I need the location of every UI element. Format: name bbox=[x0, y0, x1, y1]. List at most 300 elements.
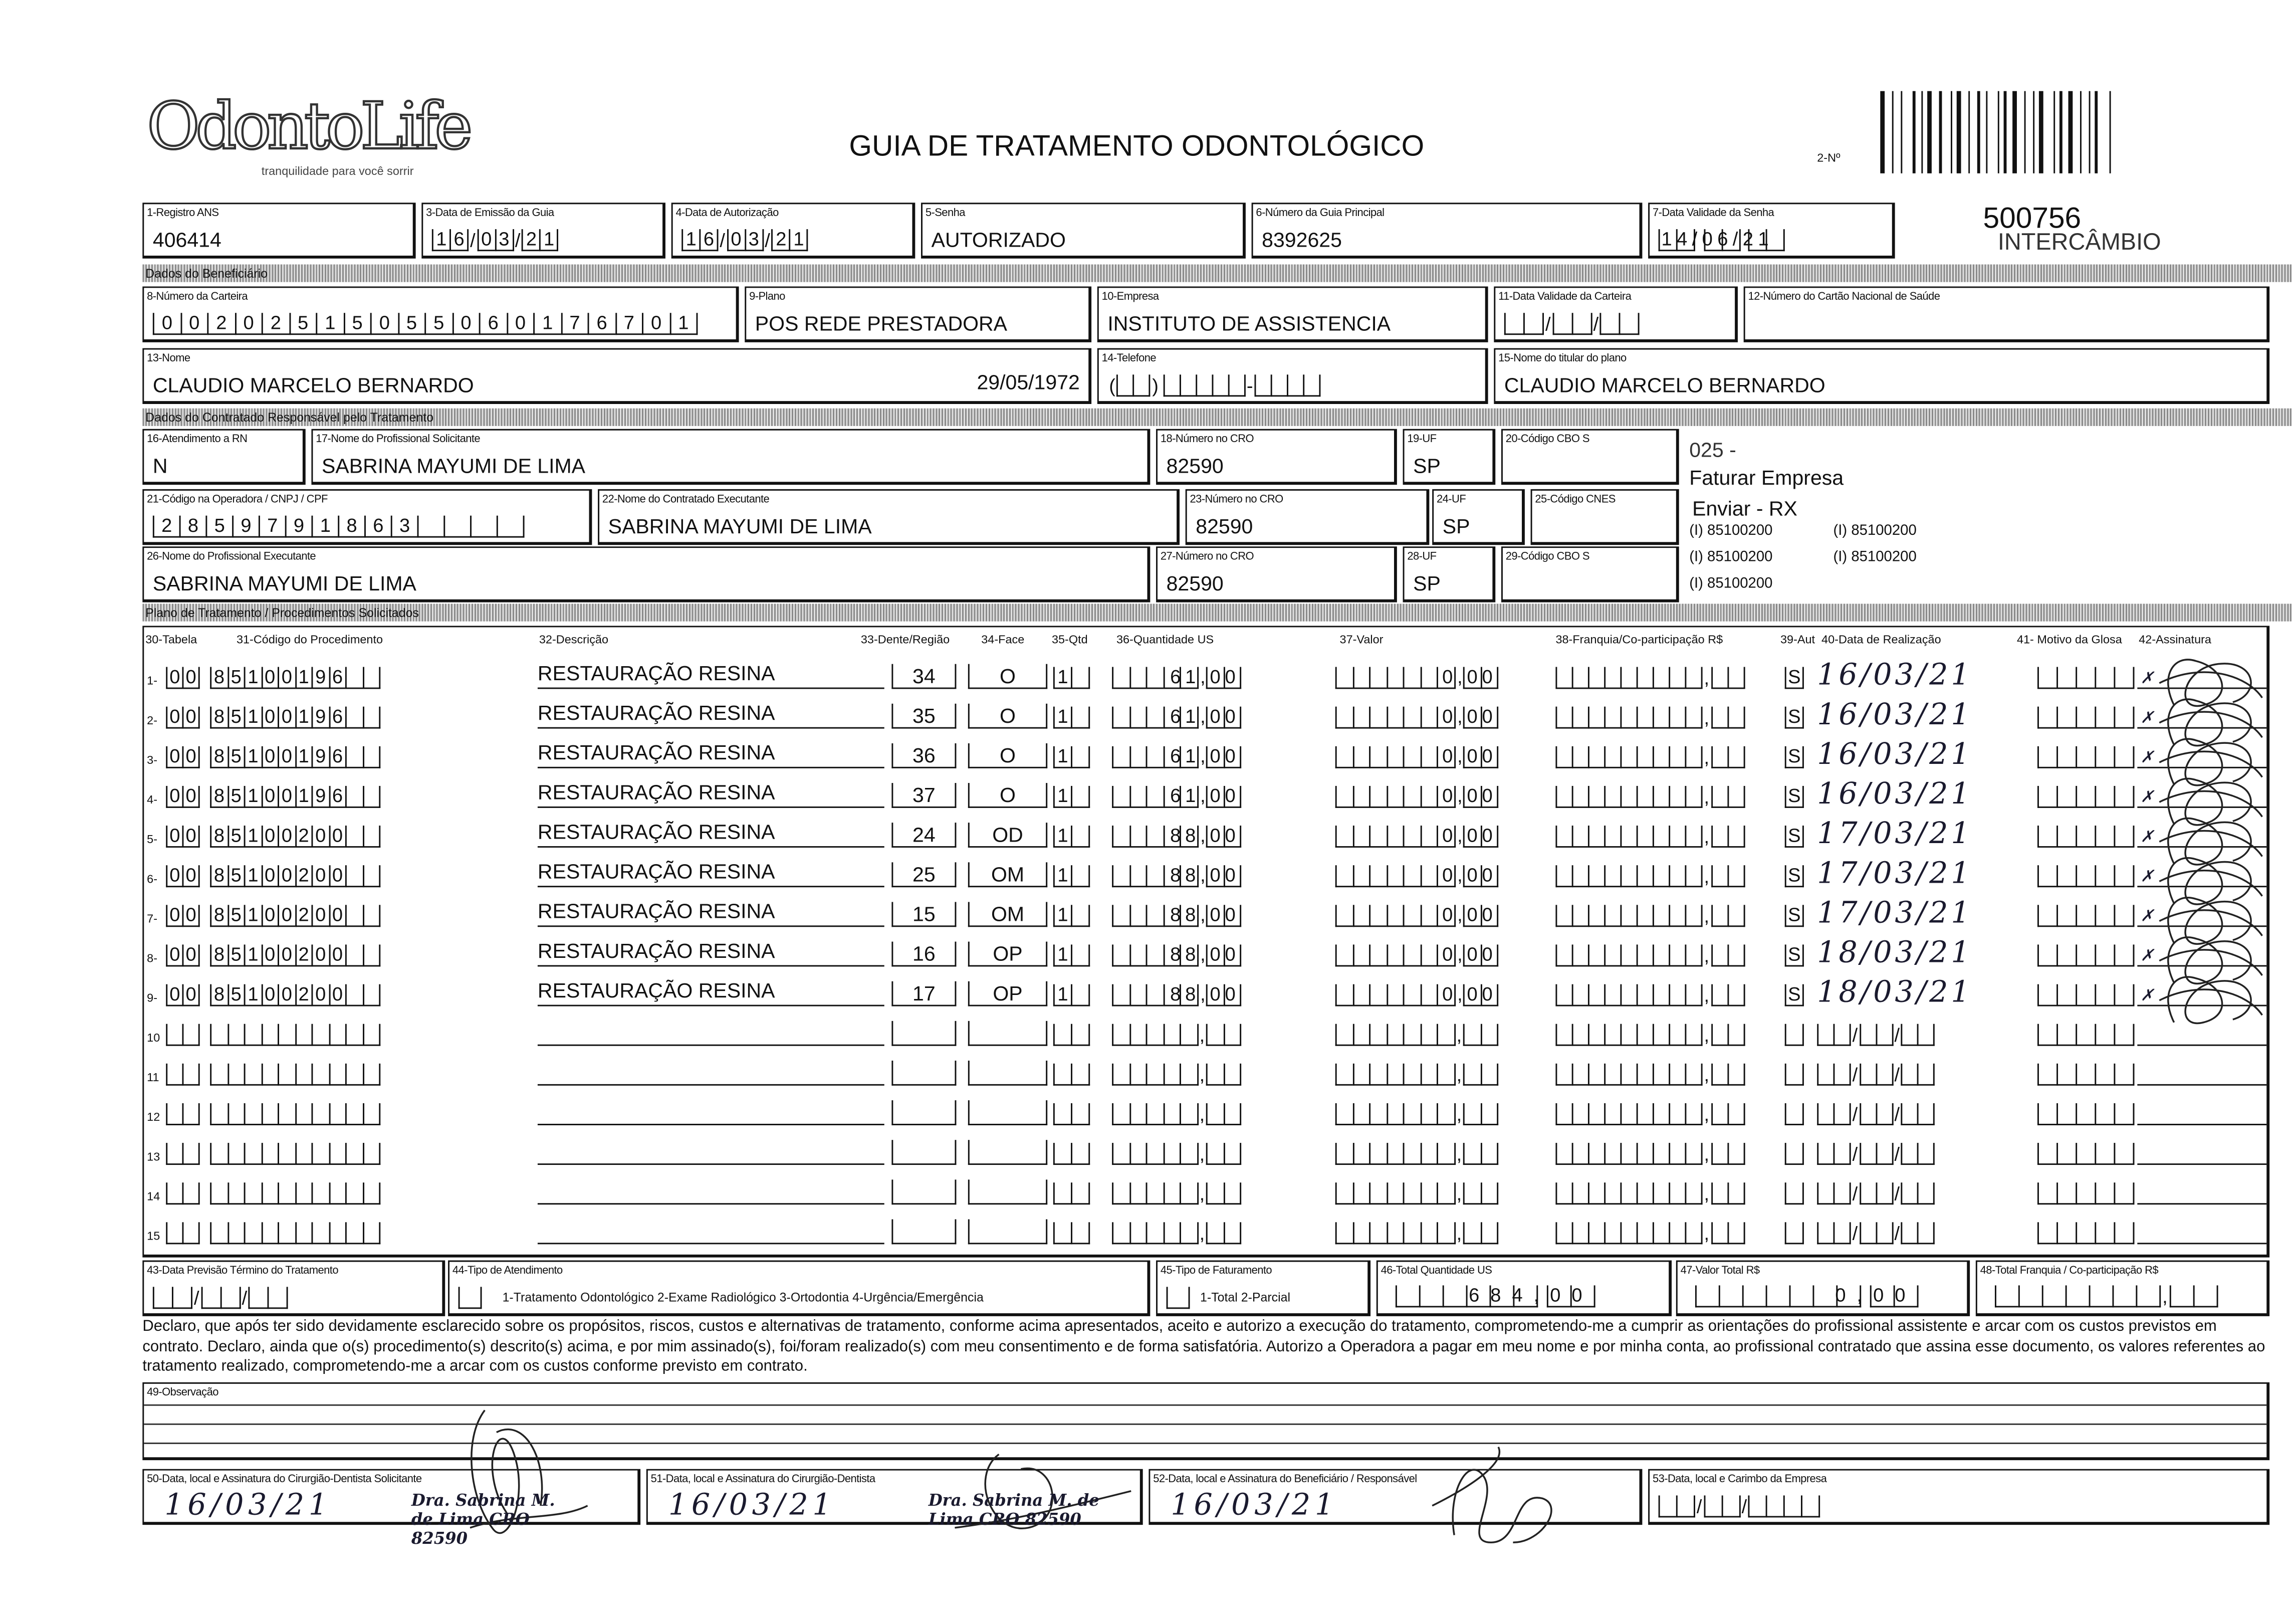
header-aut: 39-Aut bbox=[1780, 633, 1815, 647]
guide-number-label: 2-Nº bbox=[1817, 151, 1841, 165]
tipo-faturamento-label: 45-Tipo de Faturamento bbox=[1160, 1263, 1272, 1277]
signature-scribble bbox=[2159, 818, 2262, 864]
tipo-atendimento-options: 1-Tratamento Odontológico 2-Exame Radiológico 3-Ortodontia 4-Urgência/Emergência bbox=[502, 1290, 984, 1305]
data-realizacao: 16/03/21 bbox=[1817, 775, 1973, 811]
dente-regiao: 25 bbox=[891, 862, 956, 887]
digit-cell: 8 bbox=[210, 746, 227, 768]
digit-cell: 0 bbox=[278, 984, 295, 1007]
stamp-executante: Dra. Sabrina M. de Lima CRO 82590 bbox=[928, 1491, 1099, 1529]
valor-cells-text: 0,00 bbox=[1442, 824, 1497, 847]
digit-cell: 0 bbox=[311, 944, 328, 966]
separator: ( bbox=[1109, 374, 1116, 397]
valor-total-label: 47-Valor Total R$ bbox=[1680, 1263, 1760, 1277]
section-contratado: Dados do Contratado Responsável pelo Tratamento bbox=[142, 409, 2291, 426]
titular-plano-value: CLAUDIO MARCELO BERNARDO bbox=[1504, 373, 1825, 397]
face: O bbox=[968, 743, 1047, 768]
descricao: RESTAURAÇÃO RESINA bbox=[538, 939, 884, 967]
row-number: 5- bbox=[147, 833, 158, 847]
dente-regiao: 17 bbox=[891, 981, 956, 1007]
descricao: RESTAURAÇÃO RESINA bbox=[538, 899, 884, 927]
digit-cell: 0 bbox=[278, 826, 295, 848]
row-number: 14 bbox=[147, 1189, 160, 1203]
digit-cell: 8 bbox=[210, 667, 227, 689]
cro-solicitante-label: 18-Número no CRO bbox=[1160, 432, 1254, 446]
qtd-us-cells-text: 61,00 bbox=[1170, 665, 1240, 688]
digit-cell: 0 bbox=[451, 313, 479, 335]
header-face: 34-Face bbox=[981, 633, 1025, 647]
digit-cell: 7 bbox=[615, 313, 642, 335]
digit-cell: 0 bbox=[311, 984, 328, 1007]
signature-scribble bbox=[2159, 898, 2262, 944]
digit-cell: 0 bbox=[370, 313, 397, 335]
separator: , bbox=[1456, 1024, 1462, 1046]
uf-contratado-value: SP bbox=[1442, 514, 1470, 538]
digit-cell: 0 bbox=[477, 229, 495, 251]
form-title: GUIA DE TRATAMENTO ODONTOLÓGICO bbox=[849, 130, 1425, 163]
data-realizacao: 16/03/21 bbox=[1817, 736, 1973, 771]
signature-scribble bbox=[1432, 1447, 1551, 1542]
signature-scribble bbox=[2159, 858, 2262, 904]
codigo-cnes-label: 25-Código CNES bbox=[1535, 492, 1616, 506]
digit-cell: 1 bbox=[244, 865, 261, 887]
digit-cell: 2 bbox=[295, 905, 312, 927]
check-mark-icon: ✗ bbox=[2140, 747, 2154, 767]
numero-carteira-label: 8-Número da Carteira bbox=[147, 289, 248, 303]
digit-cell: 0 bbox=[182, 667, 200, 689]
data-realizacao: 18/03/21 bbox=[1817, 934, 1973, 970]
codigo-operadora-label: 21-Código na Operadora / CNPJ / CPF bbox=[147, 492, 328, 506]
row-number: 8- bbox=[147, 952, 158, 965]
valor-cells-text: 0,00 bbox=[1442, 903, 1497, 926]
digit-cell: 7 bbox=[259, 516, 285, 538]
header-dente: 33-Dente/Região bbox=[860, 633, 950, 647]
uf-contratado-label: 24-UF bbox=[1437, 492, 1466, 506]
dente-regiao: 24 bbox=[891, 823, 956, 848]
face: OD bbox=[968, 823, 1047, 848]
note-code: (I) 85100200 bbox=[1833, 523, 1917, 539]
cro-contratado-value: 82590 bbox=[1196, 514, 1253, 538]
digit-cell: 1 bbox=[1053, 984, 1071, 1007]
digit-cell: 1 bbox=[669, 313, 698, 335]
digit-cell: 8 bbox=[210, 905, 227, 927]
empresa-label: 10-Empresa bbox=[1101, 289, 1159, 303]
digit-cell: 0 bbox=[261, 984, 278, 1007]
separator: / bbox=[1852, 1063, 1858, 1086]
section-beneficiario: Dados do Beneficiário bbox=[142, 265, 2291, 282]
separator: / bbox=[1894, 1222, 1900, 1245]
profissional-solicitante-value: SABRINA MAYUMI DE LIMA bbox=[321, 454, 586, 478]
digit-cell: 2 bbox=[295, 865, 312, 887]
descricao: RESTAURAÇÃO RESINA bbox=[538, 661, 884, 689]
header-assinatura: 42-Assinatura bbox=[2139, 633, 2211, 647]
header-tabela: 30-Tabela bbox=[145, 633, 197, 647]
separator: / bbox=[1696, 1495, 1702, 1518]
face: OM bbox=[968, 902, 1047, 927]
total-quantidade-us-text: 684,00 bbox=[1469, 1284, 1593, 1306]
digit-cell: 0 bbox=[166, 826, 182, 848]
note-line3: Enviar - RX bbox=[1692, 496, 1797, 520]
qtd-us-cells-text: 61,00 bbox=[1170, 705, 1240, 727]
reference-type: INTERCÂMBIO bbox=[1997, 231, 2161, 256]
digit-cell: 6 bbox=[449, 229, 469, 251]
digit-cell: 9 bbox=[311, 707, 328, 729]
digit-cell: 5 bbox=[227, 667, 244, 689]
digit-cell: 1 bbox=[295, 786, 312, 808]
digit-cell: 1 bbox=[244, 905, 261, 927]
header-glosa: 41- Motivo da Glosa bbox=[2016, 633, 2122, 647]
digit-cell: 9 bbox=[232, 516, 259, 538]
check-mark-icon: ✗ bbox=[2140, 708, 2154, 727]
numero-guia-principal-value: 8392625 bbox=[1262, 228, 1342, 252]
check-mark-icon: ✗ bbox=[2140, 906, 2154, 926]
digit-cell: 0 bbox=[278, 667, 295, 689]
separator: , bbox=[1456, 1182, 1462, 1205]
section-plano: Plano de Tratamento / Procedimentos Solicitados bbox=[142, 604, 2291, 622]
digit-cell: 0 bbox=[642, 313, 669, 335]
digit-cell: 0 bbox=[261, 707, 278, 729]
digit-cell: 5 bbox=[343, 313, 370, 335]
registro-ans-label: 1-Registro ANS bbox=[147, 206, 219, 219]
digit-cell: 0 bbox=[235, 313, 262, 335]
declaration-text: Declaro, que após ter sido devidamente esclarecido sobre os propósitos, riscos, custos e alternativas de tratamento, conforme acima apresentados, aceito e autorizo a execução do tratamento, comprometendo-me a cumprir as orientações do profissional assistente e arcar com os custos previstos em contrato. Declaro, ainda que o(s) procedimento(s) descrito(s) acima, e por mim assinado(s), foi/foram realizado(s) com meu consentimento e de forma satisfatória. Autorizo a Operadora a pagar em meu nome e por minha conta, ao profissional contratado que assina esse documento, os valores referentes ao tratamento realizado, comprometendo-me a arcar com os custos conforme previsto em contrato. bbox=[142, 1317, 2265, 1375]
stamp-solicitante: Dra. Sabrina M. de Lima CRO 82590 bbox=[411, 1491, 555, 1548]
header-qtd-us: 36-Quantidade US bbox=[1116, 633, 1214, 647]
digit-cell: 1 bbox=[1053, 905, 1071, 927]
digit-cell: 0 bbox=[311, 826, 328, 848]
digit-cell: 0 bbox=[182, 944, 200, 966]
digit-cell: 0 bbox=[182, 865, 200, 887]
separator: / bbox=[242, 1287, 248, 1309]
separator: , bbox=[1704, 984, 1710, 1007]
digit-cell: 5 bbox=[227, 826, 244, 848]
digit-cell: 5 bbox=[227, 865, 244, 887]
separator: , bbox=[2162, 1285, 2168, 1308]
assinatura-beneficiario-date: 16/03/21 bbox=[1171, 1486, 1338, 1522]
row-number: 6- bbox=[147, 872, 158, 886]
logo-tagline: tranquilidade para você sorrir bbox=[261, 164, 414, 178]
separator: , bbox=[1456, 1222, 1462, 1245]
digit-cell: 5 bbox=[227, 746, 244, 768]
contratado-executante-value: SABRINA MAYUMI DE LIMA bbox=[608, 514, 872, 538]
valor-cells-text: 0,00 bbox=[1442, 705, 1497, 727]
digit-cell: 0 bbox=[261, 944, 278, 966]
digit-cell: 2 bbox=[295, 944, 312, 966]
dente-regiao: 35 bbox=[891, 704, 956, 729]
separator: / bbox=[1894, 1143, 1900, 1165]
face: O bbox=[968, 783, 1047, 808]
data-validade-senha-text: 14/06/21 bbox=[1661, 228, 1773, 250]
digit-cell: 0 bbox=[166, 746, 182, 768]
digit-cell: 8 bbox=[210, 944, 227, 966]
note-code: (I) 85100200 bbox=[1689, 575, 1773, 592]
digit-cell: 3 bbox=[744, 229, 763, 251]
carimbo-empresa-label: 53-Data, local e Carimbo da Empresa bbox=[1652, 1472, 1827, 1485]
header-valor: 37-Valor bbox=[1339, 633, 1384, 647]
nome-beneficiario-value: CLAUDIO MARCELO BERNARDO bbox=[152, 373, 474, 397]
digit-cell: 9 bbox=[285, 516, 312, 538]
digit-cell: 9 bbox=[311, 667, 328, 689]
digit-cell: S bbox=[1785, 905, 1804, 927]
assinatura-beneficiario-label: 52-Data, local e Assinatura do Beneficiário / Responsável bbox=[1153, 1472, 1417, 1485]
digit-cell: 1 bbox=[295, 667, 312, 689]
digit-cell: 9 bbox=[311, 786, 328, 808]
digit-cell: 6 bbox=[328, 786, 345, 808]
data-realizacao: 17/03/21 bbox=[1817, 815, 1973, 851]
valor-cells-text: 0,00 bbox=[1442, 943, 1497, 965]
header-franquia: 38-Franquia/Co-participação R$ bbox=[1555, 633, 1723, 647]
valor-cells-text: 0,00 bbox=[1442, 744, 1497, 767]
cro-executante-value: 82590 bbox=[1166, 571, 1224, 595]
separator: / bbox=[1894, 1103, 1900, 1125]
digit-cell: 1 bbox=[244, 826, 261, 848]
separator: , bbox=[1199, 1143, 1205, 1165]
signature-scribble bbox=[2159, 699, 2262, 745]
digit-cell: 2 bbox=[295, 826, 312, 848]
header-codigo: 31-Código do Procedimento bbox=[236, 633, 383, 647]
digit-cell: S bbox=[1785, 707, 1804, 729]
digit-cell: 2 bbox=[295, 984, 312, 1007]
digit-cell: 6 bbox=[328, 746, 345, 768]
note-code: (I) 85100200 bbox=[1689, 549, 1773, 566]
descricao: RESTAURAÇÃO RESINA bbox=[538, 859, 884, 887]
digit-cell: 1 bbox=[432, 229, 449, 251]
separator: / bbox=[765, 229, 770, 252]
digit-cell: 0 bbox=[278, 865, 295, 887]
qtd-us-cells-text: 88,00 bbox=[1170, 943, 1240, 965]
digit-cell: 0 bbox=[261, 746, 278, 768]
separator: / bbox=[1852, 1024, 1858, 1046]
uf-solicitante-value: SP bbox=[1413, 454, 1441, 478]
separator: / bbox=[515, 229, 521, 252]
digit-cell: 1 bbox=[295, 707, 312, 729]
cbo-executante-label: 29-Código CBO S bbox=[1505, 549, 1589, 563]
header-descricao: 32-Descrição bbox=[539, 633, 609, 647]
valor-cells-text: 0,00 bbox=[1442, 665, 1497, 688]
digit-cell: 1 bbox=[1053, 786, 1071, 808]
digit-cell: 6 bbox=[588, 313, 615, 335]
profissional-solicitante-label: 17-Nome do Profissional Solicitante bbox=[316, 432, 481, 446]
descricao: RESTAURAÇÃO RESINA bbox=[538, 701, 884, 729]
assinatura-solicitante-label: 50-Data, local e Assinatura do Cirurgião-Dentista Solicitante bbox=[147, 1472, 422, 1485]
digit-cell: 1 bbox=[789, 229, 808, 251]
tipo-faturamento-options: 1-Total 2-Parcial bbox=[1200, 1290, 1291, 1305]
separator: , bbox=[1704, 1103, 1710, 1125]
digit-cell: 8 bbox=[210, 984, 227, 1007]
digit-cell: 8 bbox=[210, 826, 227, 848]
assinatura-solicitante-date: 16/03/21 bbox=[164, 1486, 332, 1522]
separator: / bbox=[1852, 1182, 1858, 1205]
separator: , bbox=[1704, 706, 1710, 729]
row-number: 12 bbox=[147, 1110, 160, 1124]
separator: , bbox=[1704, 1182, 1710, 1205]
digit-cell: 2 bbox=[772, 229, 789, 251]
assinatura-executante-date: 16/03/21 bbox=[668, 1486, 836, 1522]
digit-cell: 1 bbox=[1053, 865, 1071, 887]
registro-ans-value: 406414 bbox=[152, 228, 221, 252]
digit-cell: 1 bbox=[295, 746, 312, 768]
row-number: 1- bbox=[147, 674, 158, 688]
signature-scribble bbox=[2159, 937, 2262, 983]
observacao-label: 49-Observação bbox=[147, 1385, 218, 1399]
plano-value: POS REDE PRESTADORA bbox=[755, 311, 1008, 335]
separator: , bbox=[1704, 1143, 1710, 1165]
dente-regiao: 34 bbox=[891, 664, 956, 689]
signature-scribble bbox=[2159, 778, 2262, 825]
face: OP bbox=[968, 942, 1047, 967]
senha-label: 5-Senha bbox=[925, 206, 965, 219]
digit-cell: 6 bbox=[328, 707, 345, 729]
digit-cell: 0 bbox=[328, 905, 345, 927]
digit-cell: 8 bbox=[338, 516, 364, 538]
digit-cell: 0 bbox=[328, 944, 345, 966]
separator: / bbox=[1593, 313, 1599, 335]
separator: / bbox=[1852, 1143, 1858, 1165]
separator: , bbox=[1199, 1222, 1205, 1245]
digit-cell: 0 bbox=[278, 786, 295, 808]
separator: , bbox=[1456, 1063, 1462, 1086]
digit-cell: S bbox=[1785, 746, 1804, 768]
data-realizacao: 16/03/21 bbox=[1817, 657, 1973, 692]
digit-cell: S bbox=[1785, 667, 1804, 689]
uf-executante-label: 28-UF bbox=[1407, 549, 1437, 563]
digit-cell: 1 bbox=[316, 313, 343, 335]
digit-cell: 0 bbox=[278, 707, 295, 729]
digit-cell: 0 bbox=[261, 826, 278, 848]
digit-cell: 0 bbox=[311, 865, 328, 887]
separator: , bbox=[1704, 746, 1710, 768]
row-number: 2- bbox=[147, 714, 158, 727]
face: OM bbox=[968, 862, 1047, 887]
digit-cell: 5 bbox=[424, 313, 451, 335]
signature-scribble bbox=[2159, 739, 2262, 785]
digit-cell: S bbox=[1785, 984, 1804, 1007]
signature-scribble bbox=[2159, 977, 2262, 1023]
dente-regiao: 15 bbox=[891, 902, 956, 927]
separator: , bbox=[1456, 1143, 1462, 1165]
digit-cell: 5 bbox=[227, 707, 244, 729]
digit-cell: 6 bbox=[364, 516, 391, 538]
digit-cell: S bbox=[1785, 786, 1804, 808]
separator: , bbox=[1199, 1024, 1205, 1046]
empresa-value: INSTITUTO DE ASSISTENCIA bbox=[1107, 311, 1391, 335]
tipo-atendimento-label: 44-Tipo de Atendimento bbox=[452, 1263, 563, 1277]
separator: , bbox=[1199, 1063, 1205, 1086]
header-data: 40-Data de Realização bbox=[1821, 633, 1941, 647]
separator: / bbox=[1894, 1024, 1900, 1046]
signature-scribble bbox=[2159, 660, 2262, 706]
numero-guia-principal-label: 6-Número da Guia Principal bbox=[1256, 206, 1385, 219]
total-franquia-label: 48-Total Franquia / Co-participação R$ bbox=[1980, 1263, 2159, 1277]
digit-cell: 3 bbox=[391, 516, 417, 538]
separator: / bbox=[1545, 313, 1551, 335]
row-number: 3- bbox=[147, 753, 158, 767]
digit-cell: 5 bbox=[205, 516, 232, 538]
qtd-us-cells-text: 88,00 bbox=[1170, 864, 1240, 886]
digit-cell: 5 bbox=[289, 313, 316, 335]
digit-cell: 0 bbox=[328, 865, 345, 887]
data-autorizacao-label: 4-Data de Autorização bbox=[675, 206, 779, 219]
separator: , bbox=[1704, 944, 1710, 967]
digit-cell: 1 bbox=[244, 707, 261, 729]
plano-label: 9-Plano bbox=[749, 289, 785, 303]
row-number: 4- bbox=[147, 793, 158, 807]
data-realizacao: 18/03/21 bbox=[1817, 974, 1973, 1010]
nome-beneficiario-label: 13-Nome bbox=[147, 351, 190, 364]
digit-cell: 0 bbox=[727, 229, 744, 251]
valor-cells-text: 0,00 bbox=[1442, 864, 1497, 886]
digit-cell: 1 bbox=[244, 746, 261, 768]
digit-cell: 0 bbox=[166, 984, 182, 1007]
digit-cell: 0 bbox=[506, 313, 533, 335]
digit-cell: 1 bbox=[1053, 944, 1071, 966]
digit-cell: 0 bbox=[278, 905, 295, 927]
digit-cell: 6 bbox=[479, 313, 506, 335]
digit-cell: 2 bbox=[522, 229, 539, 251]
separator: / bbox=[193, 1287, 199, 1309]
cartao-nacional-saude-label: 12-Número do Cartão Nacional de Saúde bbox=[1748, 289, 1940, 303]
digit-cell: 5 bbox=[227, 944, 244, 966]
check-mark-icon: ✗ bbox=[2140, 946, 2154, 965]
digit-cell: 8 bbox=[210, 865, 227, 887]
telefone-label: 14-Telefone bbox=[1101, 351, 1157, 364]
atendimento-rn-value: N bbox=[152, 454, 168, 478]
atendimento-rn-label: 16-Atendimento a RN bbox=[147, 432, 248, 446]
digit-cell: 6 bbox=[328, 667, 345, 689]
profissional-executante-value: SABRINA MAYUMI DE LIMA bbox=[152, 571, 416, 595]
dente-regiao: 36 bbox=[891, 743, 956, 768]
digit-cell: 0 bbox=[182, 984, 200, 1007]
digit-cell: 0 bbox=[166, 786, 182, 808]
profissional-executante-label: 26-Nome do Profissional Executante bbox=[147, 549, 316, 563]
separator: , bbox=[1704, 826, 1710, 848]
digit-cell: 1 bbox=[1053, 746, 1071, 768]
descricao: RESTAURAÇÃO RESINA bbox=[538, 820, 884, 848]
digit-cell: 0 bbox=[182, 746, 200, 768]
separator: / bbox=[1894, 1182, 1900, 1205]
check-mark-icon: ✗ bbox=[2140, 985, 2154, 1005]
digit-cell: 5 bbox=[227, 786, 244, 808]
separator: , bbox=[1704, 865, 1710, 888]
digit-cell: 0 bbox=[166, 707, 182, 729]
separator: , bbox=[1456, 1103, 1462, 1125]
digit-cell: 1 bbox=[244, 786, 261, 808]
row-number: 10 bbox=[147, 1031, 160, 1045]
birth-date: 29/05/1972 bbox=[977, 370, 1080, 394]
digit-cell: 1 bbox=[1053, 826, 1071, 848]
note-line2: Faturar Empresa bbox=[1689, 466, 1844, 489]
separator: / bbox=[720, 229, 726, 252]
check-mark-icon: ✗ bbox=[2140, 668, 2154, 688]
digit-cell: 0 bbox=[261, 865, 278, 887]
separator: , bbox=[1704, 785, 1710, 808]
digit-cell: 1 bbox=[681, 229, 699, 251]
descricao: RESTAURAÇÃO RESINA bbox=[538, 978, 884, 1007]
digit-cell: 0 bbox=[261, 786, 278, 808]
separator: / bbox=[1852, 1103, 1858, 1125]
digit-cell: S bbox=[1785, 826, 1804, 848]
face: OP bbox=[968, 981, 1047, 1007]
digit-cell: 2 bbox=[207, 313, 234, 335]
digit-cell: 9 bbox=[311, 746, 328, 768]
dente-regiao: 16 bbox=[891, 942, 956, 967]
digit-cell: 8 bbox=[179, 516, 206, 538]
check-mark-icon: ✗ bbox=[2140, 827, 2154, 847]
digit-cell: 8 bbox=[210, 786, 227, 808]
digit-cell: 0 bbox=[311, 905, 328, 927]
cbo-solicitante-label: 20-Código CBO S bbox=[1505, 432, 1589, 446]
digit-cell: 0 bbox=[153, 313, 180, 335]
digit-cell: 0 bbox=[182, 707, 200, 729]
